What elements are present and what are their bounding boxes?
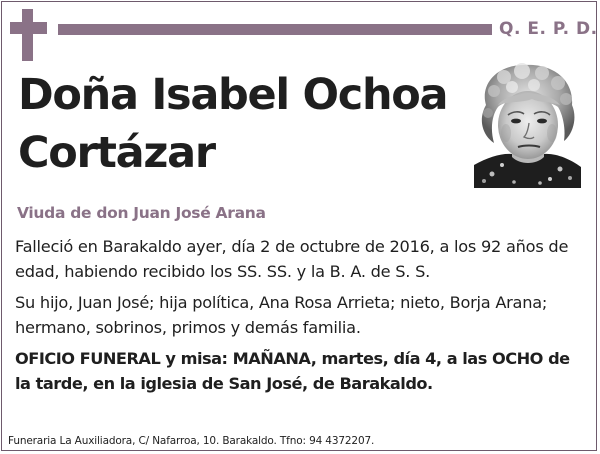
qepd-label: Q. E. P. D. (499, 19, 598, 39)
deceased-photo (474, 61, 581, 188)
cross-vertical-bar (22, 9, 33, 61)
funeral-service-paragraph: OFICIO FUNERAL y misa: MAÑANA, martes, día 4, a las OCHO de la tarde, en la iglesia de San José, de Barakaldo. (15, 349, 570, 393)
widow-of-subtitle: Viuda de don Juan José Arana (17, 204, 266, 222)
family-paragraph: Su hijo, Juan José; hija política, Ana Rosa Arrieta; nieto, Borja Arana; hermano, sobrinos, primos y demás familia. (15, 293, 548, 337)
header-divider-bar (58, 24, 492, 35)
deceased-name: Doña Isabel Ochoa Cortázar (18, 70, 448, 178)
death-notice-paragraph: Falleció en Barakaldo ayer, día 2 de octubre de 2016, a los 92 años de edad, habiendo recibido los SS. SS. y la B. A. de S. S. (15, 237, 569, 281)
funeral-home-footer: Funeraria La Auxiliadora, C/ Nafarroa, 10. Barakaldo. Tfno: 94 4372207. (8, 435, 375, 447)
cross-horizontal-bar (10, 22, 47, 34)
